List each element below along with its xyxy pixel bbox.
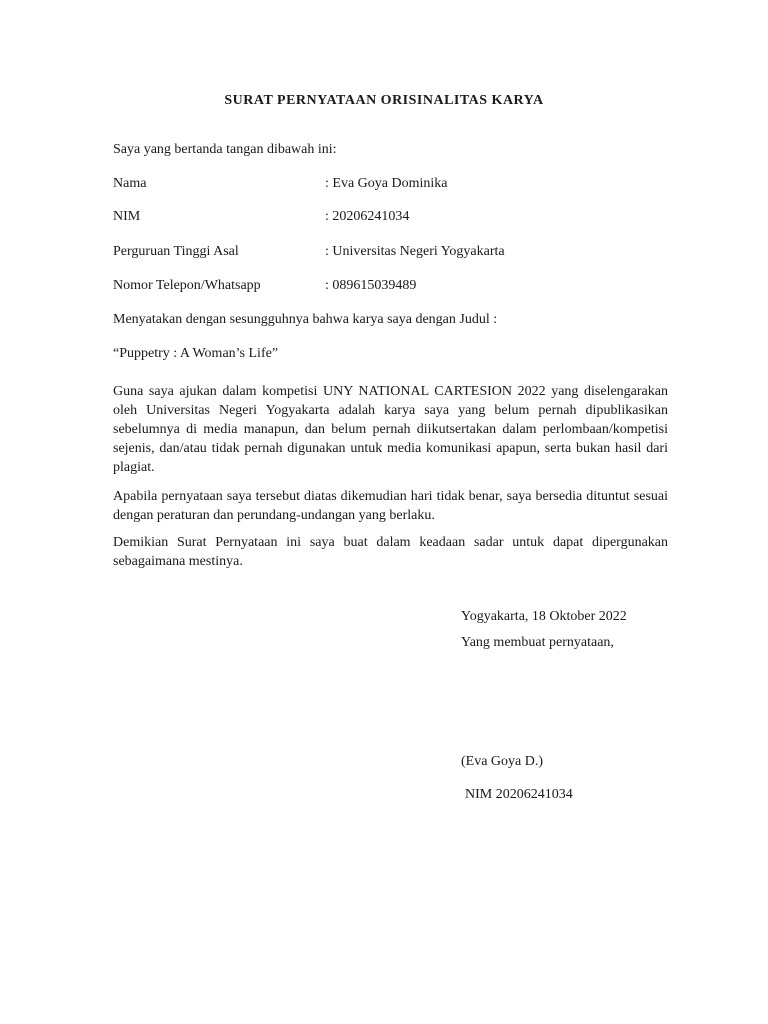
- signature-maker: Yang membuat pernyataan,: [461, 635, 614, 650]
- field-label-nama: Nama: [113, 176, 147, 191]
- intro-text: Saya yang bertanda tangan dibawah ini:: [113, 142, 337, 157]
- field-value-nim: : 20206241034: [325, 209, 410, 224]
- field-value-nama: : Eva Goya Dominika: [325, 176, 448, 191]
- paragraph-liability: Apabila pernyataan saya tersebut diatas dikemudian hari tidak benar, saya bersedia dituntut sesuai dengan peraturan dan perundang-undangan yang berlaku.: [113, 489, 668, 523]
- work-title: “Puppetry : A Woman’s Life”: [113, 346, 279, 361]
- field-label-nim: NIM: [113, 209, 141, 224]
- field-value-university: : Universitas Negeri Yogyakarta: [325, 244, 505, 259]
- signature-nim: NIM 20206241034: [465, 787, 573, 802]
- field-label-phone: Nomor Telepon/Whatsapp: [113, 278, 261, 293]
- signature-place-date: Yogyakarta, 18 Oktober 2022: [461, 609, 627, 624]
- signature-name: (Eva Goya D.): [461, 754, 544, 769]
- statement-intro: Menyatakan dengan sesungguhnya bahwa karya saya dengan Judul :: [113, 312, 498, 327]
- paragraph-closing: Demikian Surat Pernyataan ini saya buat dalam keadaan sadar untuk dapat dipergunakan sebagaimana mestinya.: [113, 535, 668, 569]
- paragraph-purpose: Guna saya ajukan dalam kompetisi UNY NATIONAL CARTESION 2022 yang diselengarakan oleh Universitas Negeri Yogyakarta adalah karya saya yang belum pernah dipublikasikan sebelumnya di media manapun, dan belum pernah diikutsertakan dalam perlombaan/kompetisi sejenis, dan/atau tidak pernah digunakan untuk media komunikasi apapun, serta bukan hasil dari plagiat.: [113, 384, 668, 475]
- document-title: SURAT PERNYATAAN ORISINALITAS KARYA: [224, 93, 544, 108]
- field-value-phone: : 089615039489: [325, 278, 417, 293]
- field-label-university: Perguruan Tinggi Asal: [113, 244, 239, 259]
